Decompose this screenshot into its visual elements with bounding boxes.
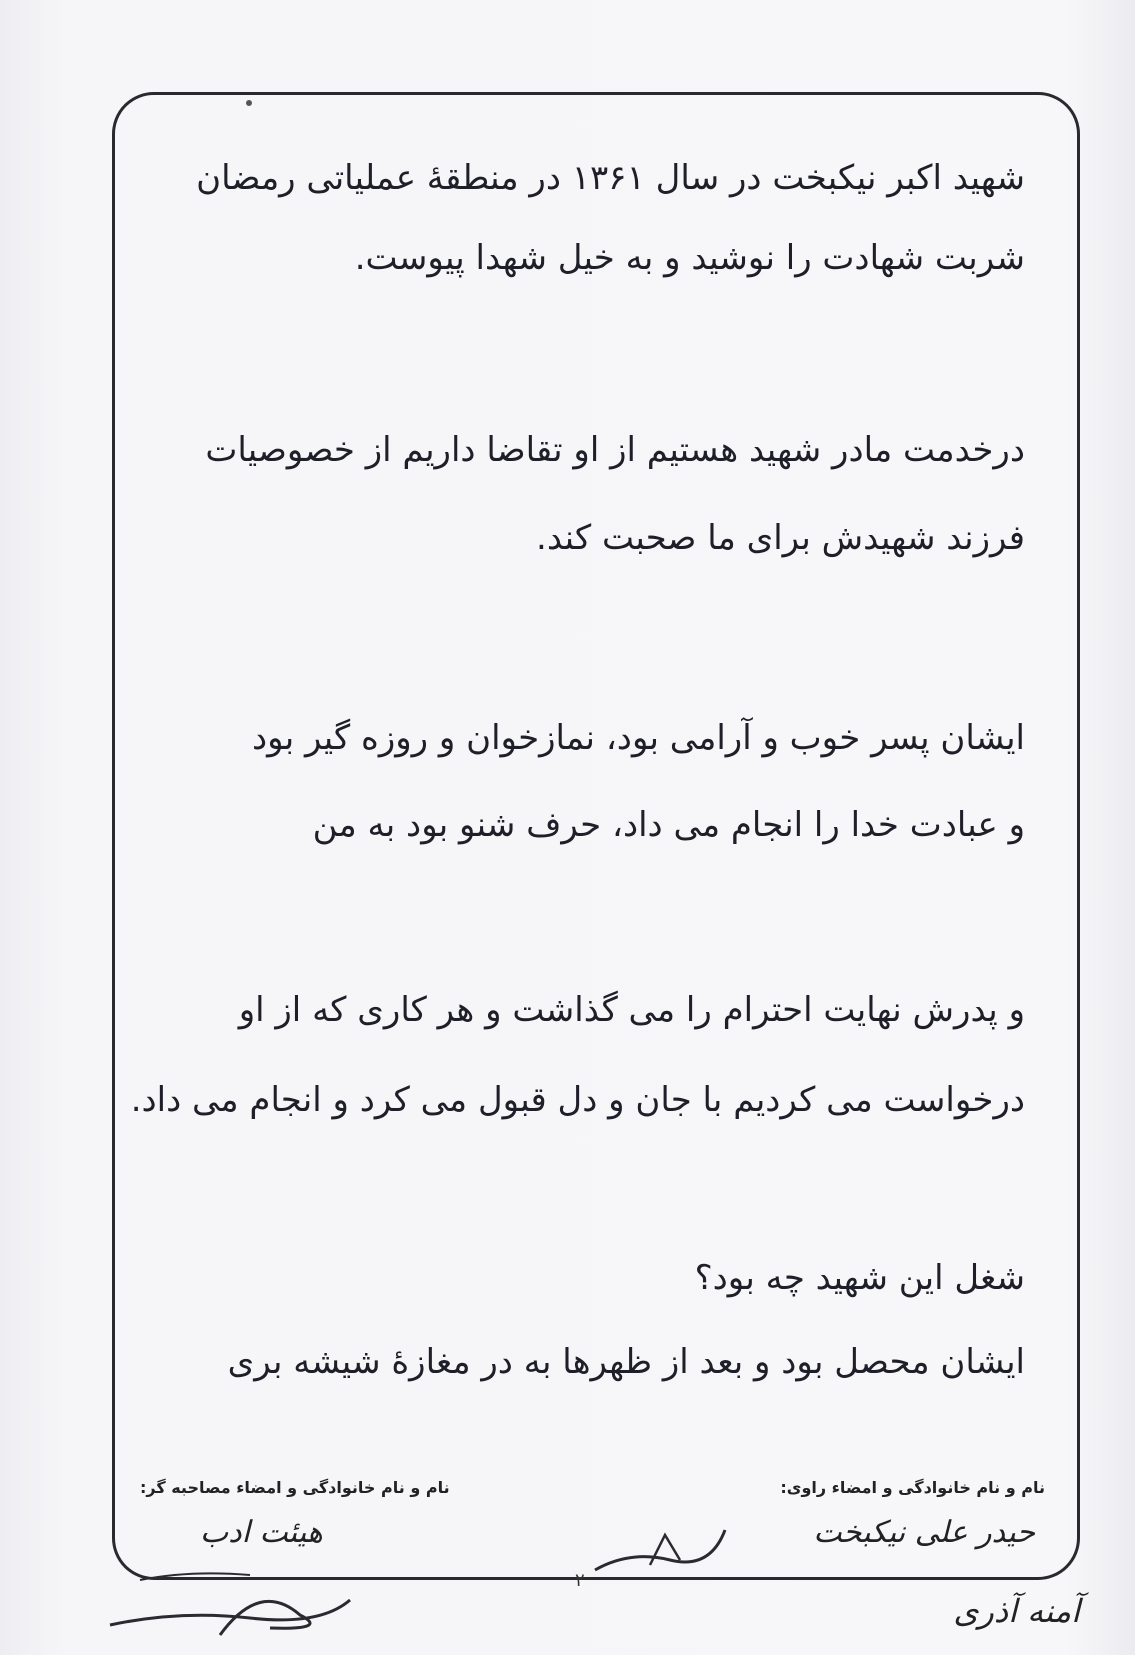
- body-line-4: فرزند شهیدش برای ما صحبت کند.: [536, 518, 1025, 558]
- narrator-label: نام و نام خانوادگی و امضاء راوی:: [780, 1478, 1045, 1497]
- body-line-9: شغل این شهید چه بود؟: [694, 1258, 1025, 1298]
- body-line-2: شربت شهادت را نوشید و به خیل شهدا پیوست.: [354, 238, 1025, 278]
- body-line-1: شهید اکبر نیکبخت در سال ۱۳۶۱ در منطقهٔ عملیاتی رمضان: [196, 158, 1025, 198]
- interviewer-signature-name: هیئت ادب: [200, 1515, 323, 1550]
- body-line-8: درخواست می کردیم با جان و دل قبول می کرد و انجام می داد.: [130, 1080, 1025, 1120]
- narrator-signature-name: حیدر علی نیکبخت: [813, 1515, 1035, 1550]
- ink-dot: [246, 100, 252, 106]
- bottom-handwritten-note: آمنه آذری: [953, 1592, 1080, 1630]
- body-line-6: و عبادت خدا را انجام می داد، حرف شنو بود به من: [312, 805, 1025, 845]
- body-line-7: و پدرش نهایت احترام را می گذاشت و هر کاری که از او: [238, 990, 1025, 1030]
- body-line-10: ایشان محصل بود و بعد از ظهرها به در مغازهٔ شیشه بری: [227, 1342, 1025, 1382]
- body-line-5: ایشان پسر خوب و آرامی بود، نمازخوان و روزه گیر بود: [252, 718, 1025, 758]
- interviewer-label: نام و نام خانوادگی و امضاء مصاحبه گر:: [140, 1478, 450, 1497]
- narrator-signature-scribble: [590, 1520, 730, 1580]
- body-line-3: درخدمت مادر شهید هستیم از او تقاضا داریم از خصوصیات: [205, 430, 1025, 470]
- interviewer-signature-scribble: [100, 1540, 360, 1640]
- page-number: ۲: [575, 1570, 585, 1591]
